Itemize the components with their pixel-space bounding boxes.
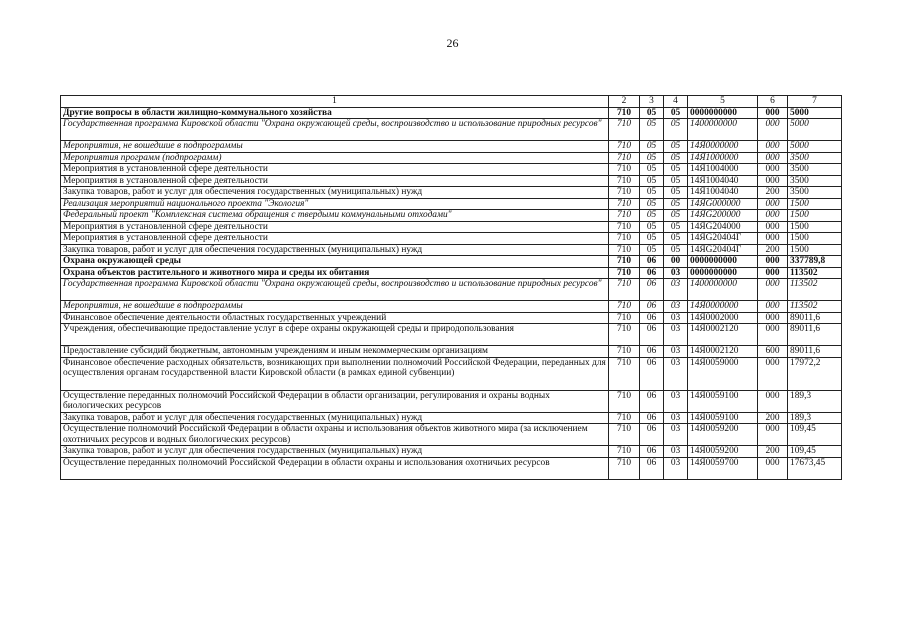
amount-cell: 17673,45	[788, 457, 842, 479]
section-code-cell: 05	[640, 164, 664, 176]
expense-name-cell: Закупка товаров, работ и услуг для обеспечения государственных (муниципальных) нужд	[61, 446, 609, 458]
subsection-code-cell: 03	[664, 301, 688, 313]
section-code-cell: 05	[640, 107, 664, 119]
target-article-cell: 14Я1000000	[688, 152, 758, 164]
grbs-code-cell: 710	[609, 175, 640, 187]
grbs-code-cell: 710	[609, 324, 640, 346]
subsection-code-cell: 05	[664, 152, 688, 164]
target-article-cell: 14Я0059000	[688, 357, 758, 390]
section-code-cell: 05	[640, 244, 664, 256]
section-code-cell: 06	[640, 324, 664, 346]
expense-name-cell: Государственная программа Кировской области "Охрана окружающей среды, воспроизводство и использование природных ресурсов"	[61, 119, 609, 141]
amount-cell: 113502	[788, 301, 842, 313]
grbs-code-cell: 710	[609, 357, 640, 390]
section-code-cell: 05	[640, 221, 664, 233]
table-row	[61, 210, 842, 222]
target-article-cell: 14Я0059200	[688, 424, 758, 446]
target-article-cell: 0000000000	[688, 267, 758, 279]
subsection-code-cell: 03	[664, 390, 688, 412]
expense-type-cell: 200	[758, 187, 788, 199]
header-cell: 6	[758, 96, 788, 108]
expense-type-cell: 000	[758, 424, 788, 446]
amount-cell: 189,3	[788, 390, 842, 412]
table-row	[61, 412, 842, 424]
grbs-code-cell: 710	[609, 424, 640, 446]
section-code-cell: 06	[640, 412, 664, 424]
grbs-code-cell: 710	[609, 412, 640, 424]
target-article-cell: 14ЯG20404Г	[688, 233, 758, 245]
section-code-cell: 06	[640, 390, 664, 412]
grbs-code-cell: 710	[609, 107, 640, 119]
section-code-cell: 06	[640, 267, 664, 279]
table-row	[61, 107, 842, 119]
expense-type-cell: 000	[758, 267, 788, 279]
target-article-cell: 14Я0000000	[688, 141, 758, 153]
section-code-cell: 06	[640, 424, 664, 446]
section-code-cell: 06	[640, 446, 664, 458]
expense-type-cell: 000	[758, 301, 788, 313]
table-row	[61, 244, 842, 256]
amount-cell: 1500	[788, 233, 842, 245]
section-code-cell: 05	[640, 187, 664, 199]
subsection-code-cell: 00	[664, 256, 688, 268]
header-cell: 2	[609, 96, 640, 108]
subsection-code-cell: 03	[664, 457, 688, 479]
grbs-code-cell: 710	[609, 152, 640, 164]
header-cell: 4	[664, 96, 688, 108]
grbs-code-cell: 710	[609, 233, 640, 245]
expense-name-cell: Мероприятия, не вошедшие в подпрограммы	[61, 141, 609, 153]
target-article-cell: 14Я0002120	[688, 324, 758, 346]
table-row	[61, 221, 842, 233]
expense-name-cell: Финансовое обеспечение расходных обязательств, возникающих при выполнении полномочий Российской Федерации, переданных для осуществления органам государственной власти Кировской области (в рамках единой субвенции)	[61, 357, 609, 390]
amount-cell: 17972,2	[788, 357, 842, 390]
amount-cell: 5000	[788, 119, 842, 141]
page-number: 26	[446, 36, 459, 50]
grbs-code-cell: 710	[609, 221, 640, 233]
subsection-code-cell: 05	[664, 244, 688, 256]
expense-name-cell: Мероприятия в установленной сфере деятельности	[61, 233, 609, 245]
subsection-code-cell: 03	[664, 357, 688, 390]
expense-name-cell: Реализация мероприятий национального проекта "Экология"	[61, 198, 609, 210]
expense-type-cell: 000	[758, 324, 788, 346]
amount-cell: 1500	[788, 210, 842, 222]
section-code-cell: 06	[640, 346, 664, 358]
header-cell: 1	[61, 96, 609, 108]
subsection-code-cell: 05	[664, 210, 688, 222]
target-article-cell: 14ЯG200000	[688, 210, 758, 222]
grbs-code-cell: 710	[609, 141, 640, 153]
subsection-code-cell: 05	[664, 175, 688, 187]
target-article-cell: 14Я1004040	[688, 187, 758, 199]
expense-name-cell: Мероприятия в установленной сфере деятельности	[61, 221, 609, 233]
target-article-cell: 1400000000	[688, 279, 758, 301]
amount-cell: 1500	[788, 244, 842, 256]
section-code-cell: 06	[640, 357, 664, 390]
amount-cell: 5000	[788, 107, 842, 119]
subsection-code-cell: 05	[664, 107, 688, 119]
expense-type-cell: 000	[758, 210, 788, 222]
section-code-cell: 05	[640, 233, 664, 245]
table-row	[61, 390, 842, 412]
subsection-code-cell: 03	[664, 279, 688, 301]
grbs-code-cell: 710	[609, 312, 640, 324]
amount-cell: 5000	[788, 141, 842, 153]
expense-name-cell: Осуществление полномочий Российской Федерации в области охраны и использования объектов животного мира (за исключением охотничьих ресурсов и водных биологических ресурсов)	[61, 424, 609, 446]
header-cell: 5	[688, 96, 758, 108]
expense-name-cell: Финансовое обеспечение деятельности областных государственных учреждений	[61, 312, 609, 324]
expense-type-cell: 200	[758, 446, 788, 458]
grbs-code-cell: 710	[609, 446, 640, 458]
table-row	[61, 346, 842, 358]
expense-name-cell: Закупка товаров, работ и услуг для обеспечения государственных (муниципальных) нужд	[61, 187, 609, 199]
expense-name-cell: Государственная программа Кировской области "Охрана окружающей среды, воспроизводство и использование природных ресурсов"	[61, 279, 609, 301]
grbs-code-cell: 710	[609, 164, 640, 176]
table-row	[61, 256, 842, 268]
section-code-cell: 06	[640, 457, 664, 479]
grbs-code-cell: 710	[609, 346, 640, 358]
table-body	[61, 107, 842, 479]
target-article-cell: 14Я0059700	[688, 457, 758, 479]
expense-type-cell: 200	[758, 412, 788, 424]
grbs-code-cell: 710	[609, 279, 640, 301]
table-row	[61, 141, 842, 153]
expense-name-cell: Мероприятия в установленной сфере деятельности	[61, 175, 609, 187]
amount-cell: 1500	[788, 221, 842, 233]
expense-name-cell: Закупка товаров, работ и услуг для обеспечения государственных (муниципальных) нужд	[61, 412, 609, 424]
expense-type-cell: 000	[758, 390, 788, 412]
amount-cell: 3500	[788, 187, 842, 199]
section-code-cell: 06	[640, 312, 664, 324]
subsection-code-cell: 05	[664, 164, 688, 176]
amount-cell: 3500	[788, 164, 842, 176]
expense-type-cell: 000	[758, 198, 788, 210]
header-row	[61, 96, 842, 108]
table-row	[61, 187, 842, 199]
amount-cell: 109,45	[788, 446, 842, 458]
section-code-cell: 05	[640, 152, 664, 164]
amount-cell: 3500	[788, 175, 842, 187]
expense-name-cell: Мероприятия в установленной сфере деятельности	[61, 164, 609, 176]
amount-cell: 113502	[788, 267, 842, 279]
table-row	[61, 357, 842, 390]
amount-cell: 109,45	[788, 424, 842, 446]
subsection-code-cell: 05	[664, 233, 688, 245]
table-row	[61, 164, 842, 176]
header-cell: 7	[788, 96, 842, 108]
expense-type-cell: 000	[758, 141, 788, 153]
table-row	[61, 312, 842, 324]
expense-type-cell: 000	[758, 256, 788, 268]
target-article-cell: 14Я0002120	[688, 346, 758, 358]
subsection-code-cell: 05	[664, 119, 688, 141]
expense-type-cell: 000	[758, 175, 788, 187]
expense-name-cell: Другие вопросы в области жилищно-коммунального хозяйства	[61, 107, 609, 119]
table-row	[61, 233, 842, 245]
section-code-cell: 05	[640, 210, 664, 222]
subsection-code-cell: 05	[664, 141, 688, 153]
expense-type-cell: 000	[758, 164, 788, 176]
table-row	[61, 324, 842, 346]
table-row	[61, 152, 842, 164]
expense-name-cell: Закупка товаров, работ и услуг для обеспечения государственных (муниципальных) нужд	[61, 244, 609, 256]
amount-cell: 113502	[788, 279, 842, 301]
target-article-cell: 14ЯG20404Г	[688, 244, 758, 256]
target-article-cell: 14ЯG204000	[688, 221, 758, 233]
expense-type-cell: 000	[758, 152, 788, 164]
target-article-cell: 14Я0059100	[688, 412, 758, 424]
grbs-code-cell: 710	[609, 210, 640, 222]
amount-cell: 1500	[788, 198, 842, 210]
amount-cell: 89011,6	[788, 324, 842, 346]
subsection-code-cell: 03	[664, 446, 688, 458]
expense-name-cell: Осуществление переданных полномочий Российской Федерации в области организации, регулирования и охраны водных биологических ресурсов	[61, 390, 609, 412]
expense-name-cell: Осуществление переданных полномочий Российской Федерации в области охраны и использования охотничьих ресурсов	[61, 457, 609, 479]
section-code-cell: 06	[640, 279, 664, 301]
grbs-code-cell: 710	[609, 301, 640, 313]
grbs-code-cell: 710	[609, 256, 640, 268]
section-code-cell: 06	[640, 256, 664, 268]
section-code-cell: 05	[640, 141, 664, 153]
target-article-cell: 0000000000	[688, 107, 758, 119]
section-code-cell: 05	[640, 175, 664, 187]
target-article-cell: 14Я0000000	[688, 301, 758, 313]
expense-type-cell: 000	[758, 233, 788, 245]
table-row	[61, 457, 842, 479]
subsection-code-cell: 03	[664, 346, 688, 358]
expense-type-cell: 000	[758, 357, 788, 390]
subsection-code-cell: 03	[664, 324, 688, 346]
table-row	[61, 446, 842, 458]
grbs-code-cell: 710	[609, 198, 640, 210]
amount-cell: 337789,8	[788, 256, 842, 268]
section-code-cell: 05	[640, 119, 664, 141]
budget-table	[60, 95, 842, 480]
table-row	[61, 175, 842, 187]
amount-cell: 189,3	[788, 412, 842, 424]
target-article-cell: 14Я0059200	[688, 446, 758, 458]
grbs-code-cell: 710	[609, 187, 640, 199]
expense-type-cell: 000	[758, 457, 788, 479]
table-row	[61, 119, 842, 141]
expense-type-cell: 000	[758, 221, 788, 233]
table-row	[61, 198, 842, 210]
amount-cell: 89011,6	[788, 312, 842, 324]
table-row	[61, 301, 842, 313]
target-article-cell: 14Я1004000	[688, 164, 758, 176]
subsection-code-cell: 03	[664, 412, 688, 424]
target-article-cell: 14Я0059100	[688, 390, 758, 412]
grbs-code-cell: 710	[609, 390, 640, 412]
target-article-cell: 1400000000	[688, 119, 758, 141]
expense-name-cell: Учреждения, обеспечивающие предоставление услуг в сфере охраны окружающей среды и природопользования	[61, 324, 609, 346]
expense-name-cell: Предоставление субсидий бюджетным, автономным учреждениям и иным некоммерческим организациям	[61, 346, 609, 358]
grbs-code-cell: 710	[609, 244, 640, 256]
expense-type-cell: 200	[758, 244, 788, 256]
expense-name-cell: Мероприятия, не вошедшие в подпрограммы	[61, 301, 609, 313]
subsection-code-cell: 03	[664, 267, 688, 279]
expense-type-cell: 600	[758, 346, 788, 358]
grbs-code-cell: 710	[609, 457, 640, 479]
target-article-cell: 14Я0002000	[688, 312, 758, 324]
section-code-cell: 06	[640, 301, 664, 313]
target-article-cell: 14ЯG000000	[688, 198, 758, 210]
expense-name-cell: Охрана объектов растительного и животного мира и среды их обитания	[61, 267, 609, 279]
subsection-code-cell: 03	[664, 312, 688, 324]
table-row	[61, 424, 842, 446]
subsection-code-cell: 05	[664, 198, 688, 210]
expense-type-cell: 000	[758, 312, 788, 324]
target-article-cell: 14Я1004040	[688, 175, 758, 187]
table-row	[61, 267, 842, 279]
grbs-code-cell: 710	[609, 267, 640, 279]
subsection-code-cell: 05	[664, 221, 688, 233]
amount-cell: 89011,6	[788, 346, 842, 358]
amount-cell: 3500	[788, 152, 842, 164]
target-article-cell: 0000000000	[688, 256, 758, 268]
subsection-code-cell: 05	[664, 187, 688, 199]
expense-type-cell: 000	[758, 279, 788, 301]
expense-type-cell: 000	[758, 119, 788, 141]
header-cell: 3	[640, 96, 664, 108]
expense-name-cell: Охрана окружающей среды	[61, 256, 609, 268]
expense-name-cell: Мероприятия программ (подпрограмм)	[61, 152, 609, 164]
expense-type-cell: 000	[758, 107, 788, 119]
table-row	[61, 279, 842, 301]
section-code-cell: 05	[640, 198, 664, 210]
subsection-code-cell: 03	[664, 424, 688, 446]
expense-name-cell: Федеральный проект "Комплексная система обращения с твердыми коммунальными отходами"	[61, 210, 609, 222]
grbs-code-cell: 710	[609, 119, 640, 141]
